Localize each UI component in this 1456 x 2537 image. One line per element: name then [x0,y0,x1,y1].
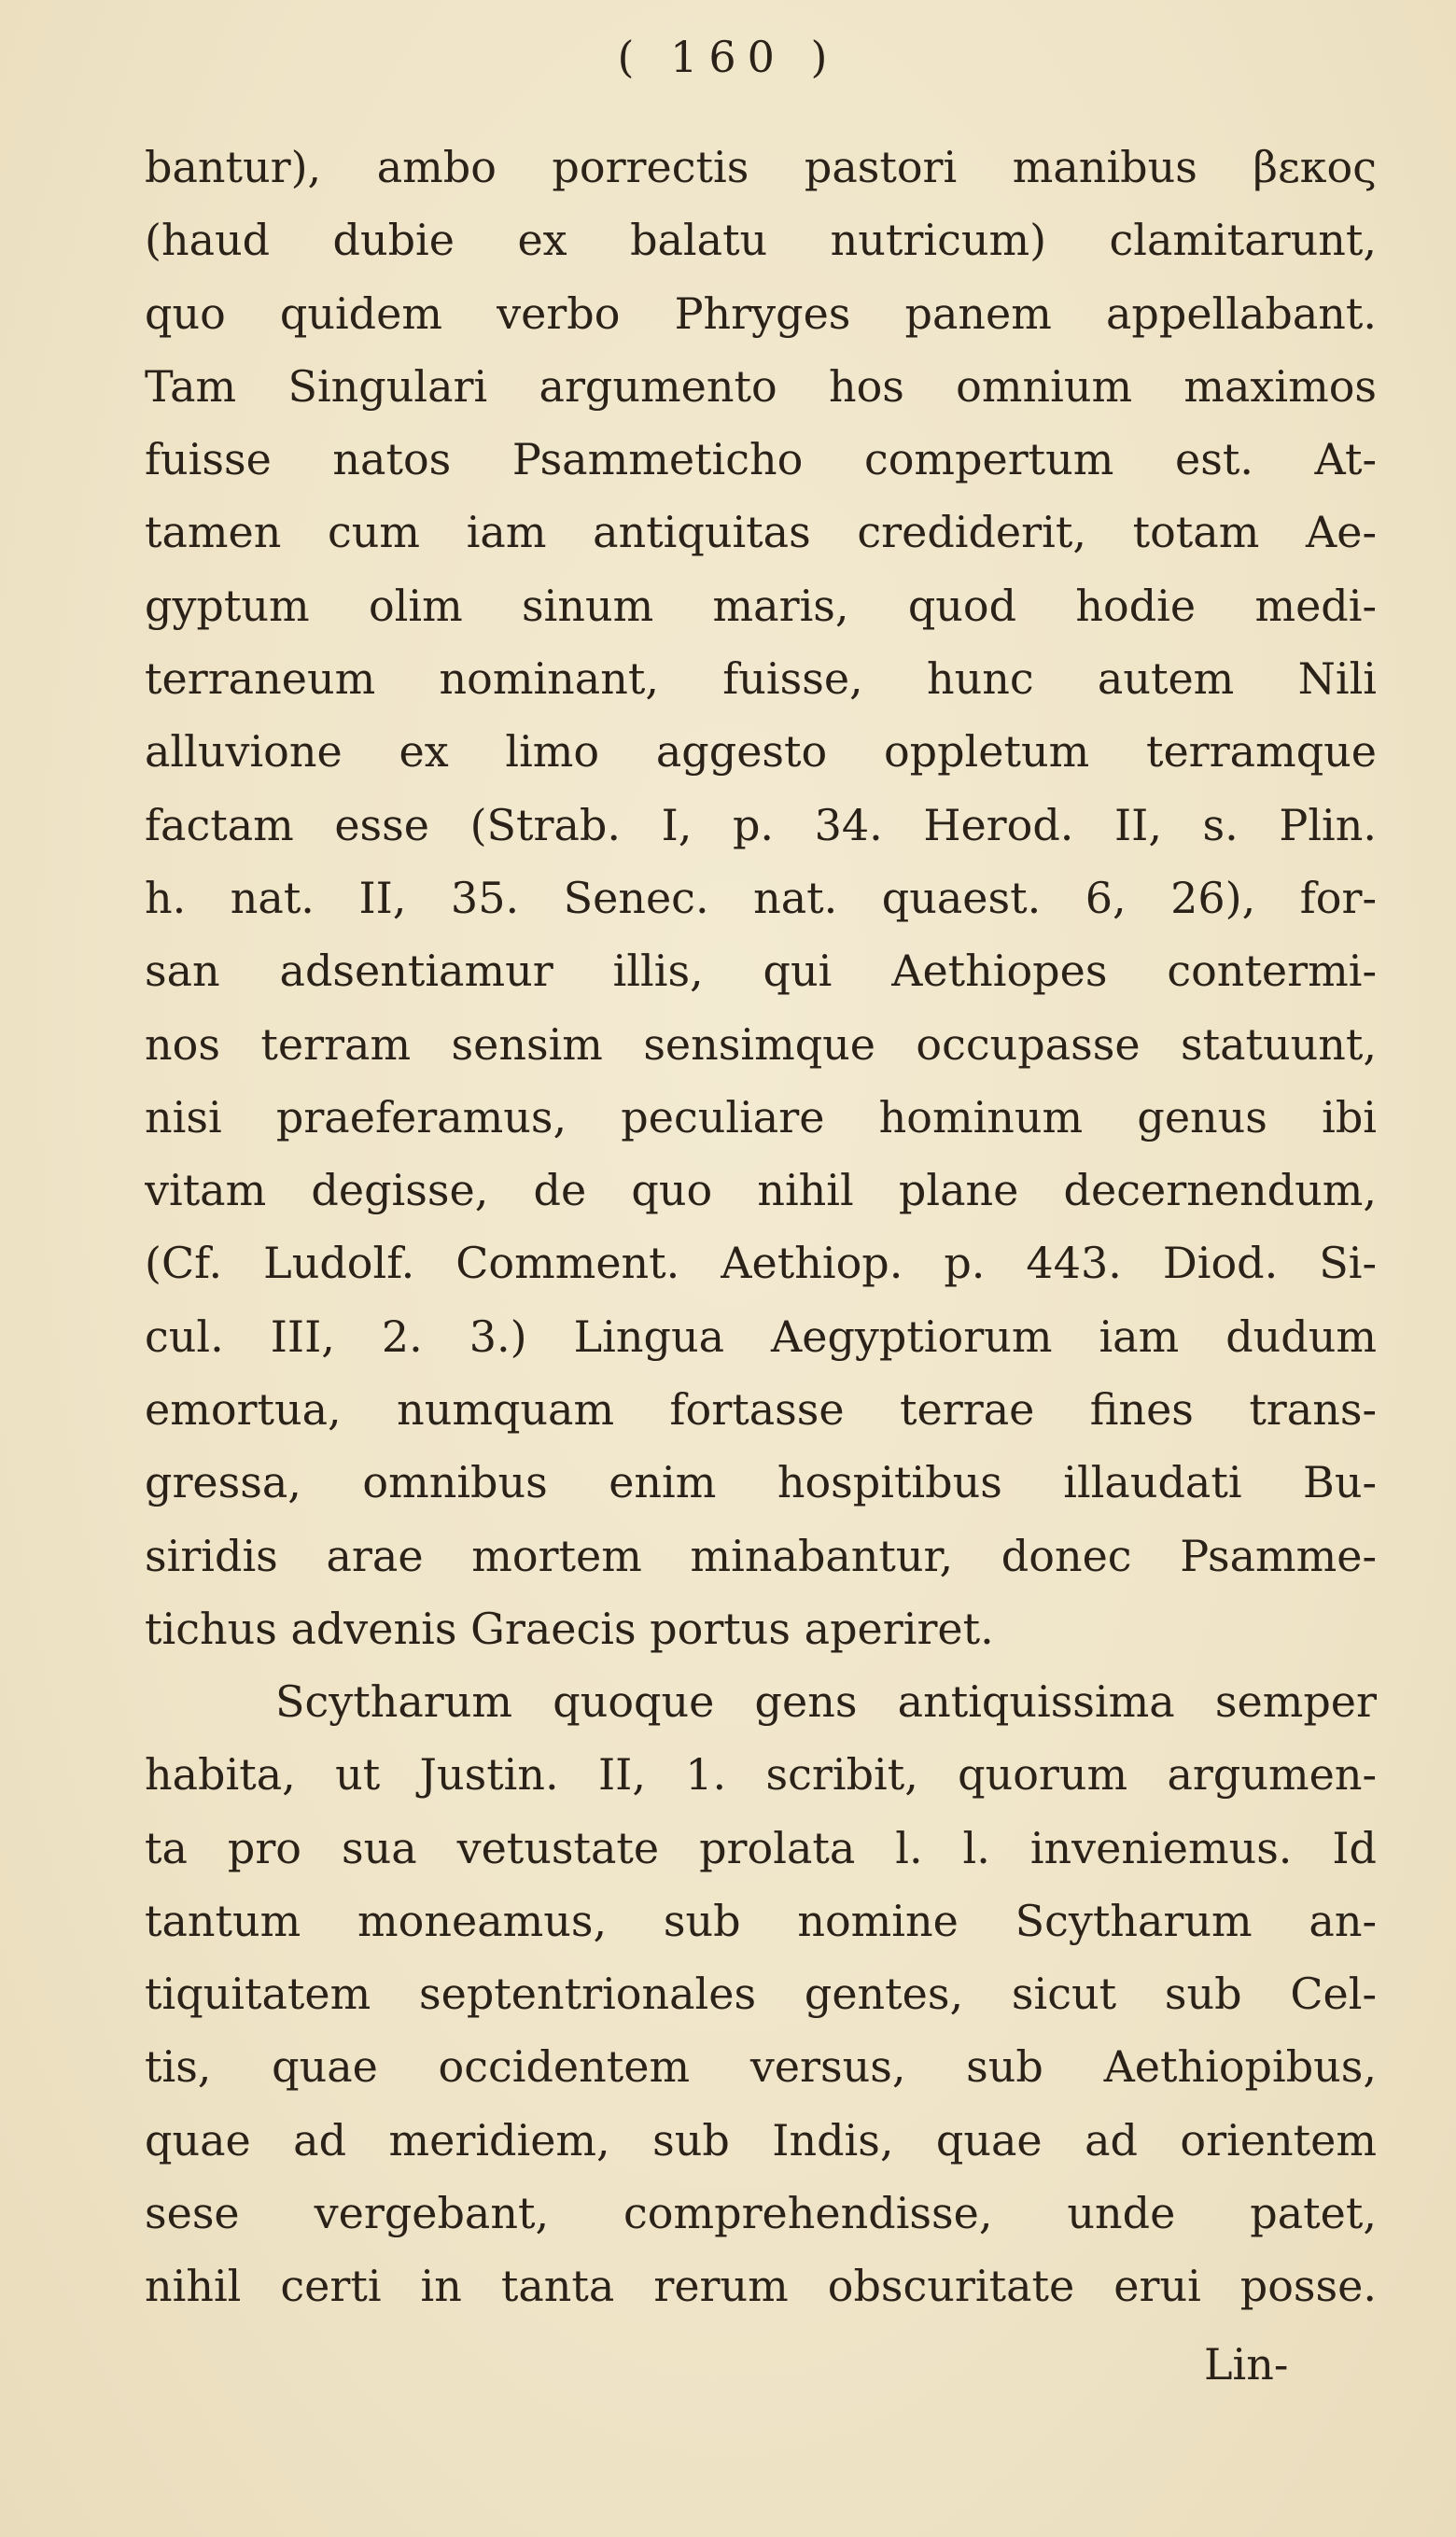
text-line: h. nat. II, 35. Senec. nat. quaest. 6, 26), for- [145,872,1377,923]
text-line: Scytharum quoque gens antiquissima semper [275,1676,1377,1727]
page-number: ( 160 ) [617,32,839,82]
text-line: tichus advenis Graecis portus aperiret. [145,1603,994,1654]
text-line: quae ad meridiem, sub Indis, quae ad orientem [145,2114,1377,2166]
paragraph-2 [145,1665,1377,2323]
text-line: san adsentiamur illis, qui Aethiopes contermi- [145,946,1377,997]
text-line: nihil certi in tanta rerum obscuritate erui posse. [145,2261,1377,2312]
text-line: tamen cum iam antiquitas crediderit, totam Ae- [145,507,1377,558]
text-line: bantur), ambo porrectis pastori manibus βεκος [145,142,1377,192]
text-line: cul. III, 2. 3.) Lingua Aegyptiorum iam dudum [145,1311,1377,1362]
text-line: fuisse natos Psammeticho compertum est. At- [145,434,1377,485]
text-line: (haud dubie ex balatu nutricum) clamitarunt, [145,215,1377,266]
text-line: nisi praeferamus, peculiare hominum genus ibi [145,1091,1377,1142]
text-line: Tam Singulari argumento hos omnium maximos [145,360,1377,412]
text-line: sese vergebant, comprehendisse, unde patet, [145,2188,1377,2239]
text-line: siridis arae mortem minabantur, donec Psamme- [145,1530,1377,1581]
text-line: ta pro sua vetustate prolata l. l. inveniemus. Id [145,1822,1377,1873]
text-line: (Cf. Ludolf. Comment. Aethiop. p. 443. Diod. Si- [145,1238,1377,1289]
text-line: tantum moneamus, sub nomine Scytharum an- [145,1895,1377,1946]
text-line: gressa, omnibus enim hospitibus illaudati Bu- [145,1457,1377,1508]
text-line: terraneum nominant, fuisse, hunc autem Nili [145,653,1377,705]
text-line: quo quidem verbo Phryges panem appellabant. [145,287,1377,339]
text-line: tis, quae occidentem versus, sub Aethiopibus, [145,2041,1377,2093]
text-line: factam esse (Strab. I, p. 34. Herod. II, s. Plin. [145,799,1377,850]
text-line: habita, ut Justin. II, 1. scribit, quorum argumen- [145,1749,1377,1801]
text-line: emortua, numquam fortasse terrae fines trans- [145,1384,1377,1436]
text-line: alluvione ex limo aggesto oppletum terramque [145,726,1377,778]
text-line: gyptum olim sinum maris, quod hodie medi- [145,580,1377,631]
catchword: Lin- [1204,2339,1289,2390]
text-line: nos terram sensim sensimque occupasse statuunt, [145,1018,1377,1070]
text-line: vitam degisse, de quo nihil plane decernendum, [145,1165,1377,1216]
paragraph-1 [145,131,1377,1665]
text-line: tiquitatem septentrionales gentes, sicut sub Cel- [145,1969,1377,2020]
